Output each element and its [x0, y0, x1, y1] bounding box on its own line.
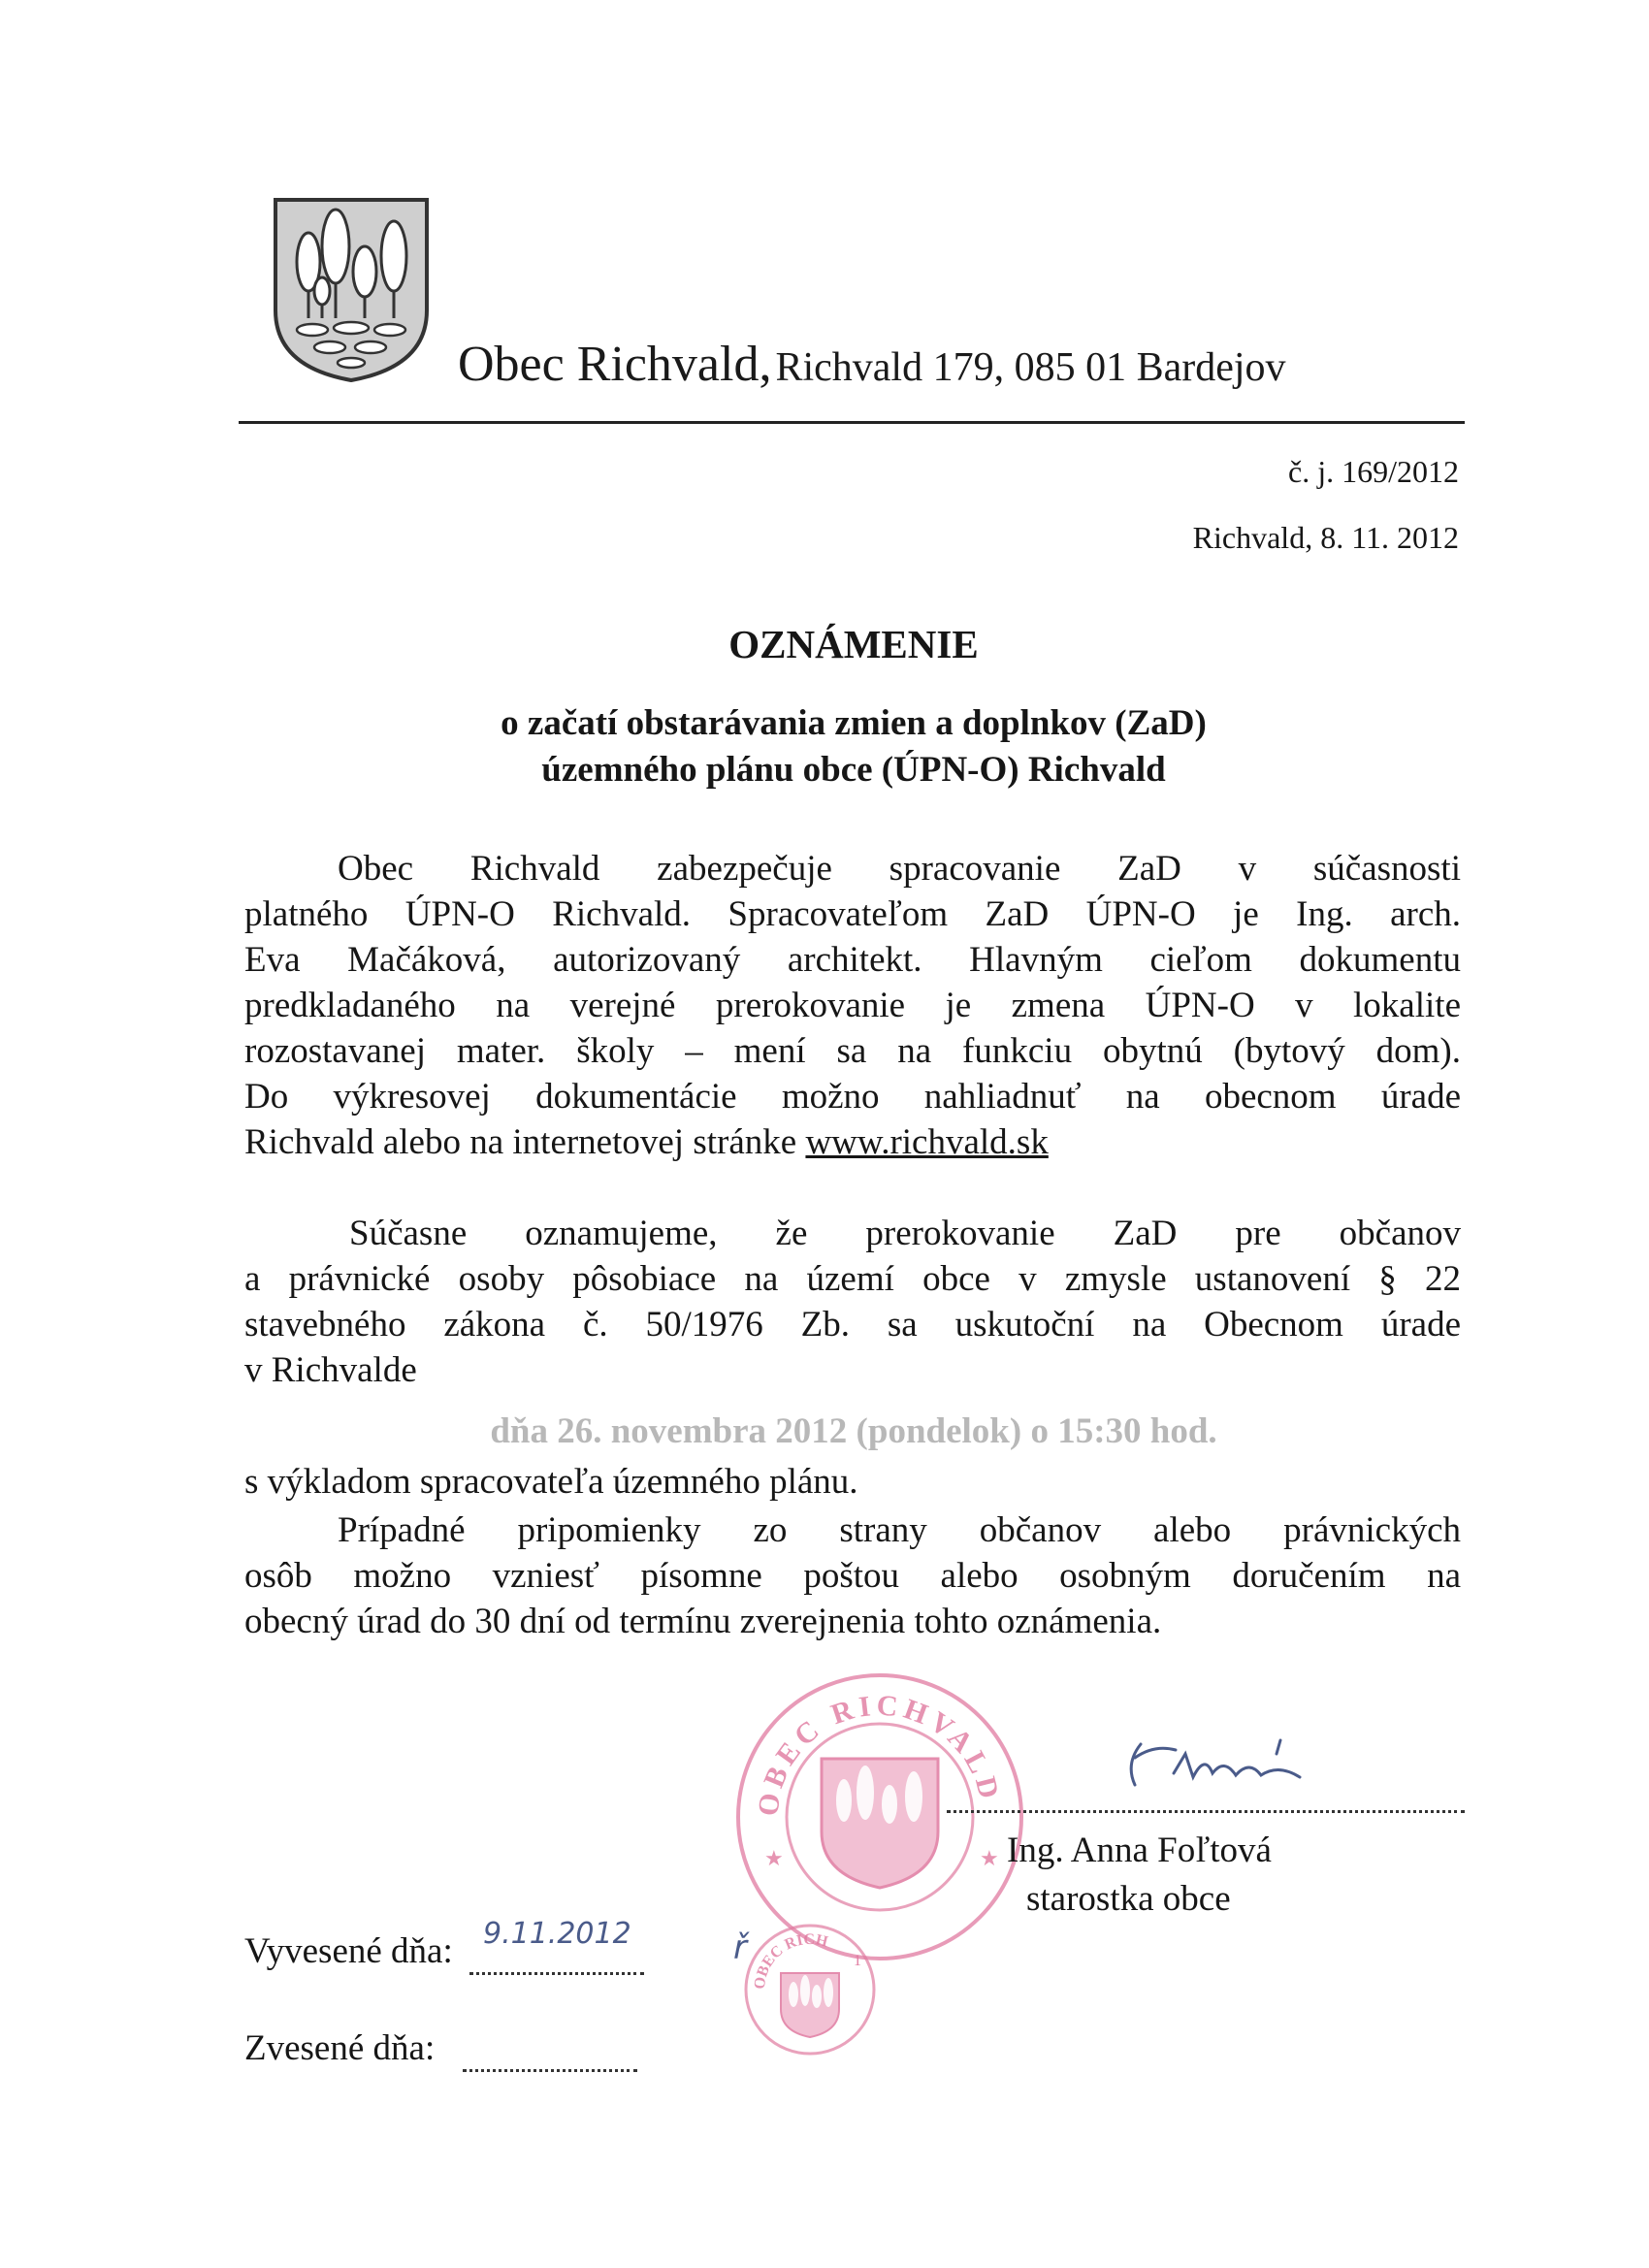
document-title: OZNÁMENIE	[728, 622, 979, 666]
small-stamp-number: 1	[854, 1953, 861, 1969]
paragraph-1-line: Obec Richvald zabezpečuje spracovanie ZaD v súčasnosti	[338, 849, 1461, 889]
municipality-address: Richvald 179, 085 01 Bardejov	[775, 345, 1286, 390]
removed-date-field	[463, 2027, 637, 2072]
paragraph-3-line: obecný úrad do 30 dní od termínu zverejnenia tohto oznámenia.	[244, 1602, 1162, 1641]
paragraph-1-line: predkladaného na verejné prerokovanie je zmena ÚPN-O v lokalite	[244, 986, 1461, 1025]
header-divider	[239, 421, 1465, 424]
meeting-date: dňa 26. novembra 2012 (pondelok) o 15:30 hod.	[490, 1411, 1217, 1451]
explanation-text: s výkladom spracovateľa územného plánu.	[244, 1462, 858, 1502]
removed-row	[244, 2027, 637, 2072]
paragraph-2-line: v Richvalde	[244, 1350, 417, 1390]
paragraph-3-line: osôb možno vzniesť písomne poštou alebo osobným doručením na	[244, 1556, 1461, 1596]
reference-number: č. j. 169/2012	[1288, 454, 1459, 489]
paragraph-1-last-line	[244, 1119, 1461, 1165]
subtitle-line-2: územného plánu obce (ÚPN-O) Richvald	[541, 750, 1166, 790]
removed-label: Zvesené dňa:	[244, 2028, 436, 2068]
place-date: Richvald, 8. 11. 2012	[1192, 520, 1459, 555]
small-stamp	[737, 1917, 883, 2062]
paragraph-1-text: Richvald alebo na internetovej stránke	[244, 1122, 806, 1162]
stamp-text: OBEC RICHVALD	[752, 1689, 1007, 1818]
signature-line	[947, 1810, 1465, 1813]
signatory-name: Ing. Anna Foľtová	[1007, 1831, 1272, 1870]
paragraph-3-line: Prípadné pripomienky zo strany občanov alebo právnických	[338, 1510, 1461, 1550]
paragraph-1-line: Do výkresovej dokumentácie možno nahliadnuť na obecnom úrade	[244, 1077, 1461, 1117]
posted-label: Vyvesené dňa:	[244, 1931, 453, 1971]
municipal-crest-icon	[270, 194, 433, 384]
paragraph-2	[244, 1211, 1461, 1393]
website-link[interactable]: www.richvald.sk	[805, 1122, 1049, 1162]
paragraph-1-line: Eva Mačáková, autorizovaný architekt. Hlavným cieľom dokumentu	[244, 940, 1461, 980]
paragraph-1-line: rozostavanej mater. školy – mení sa na funkciu obytnú (bytový dom).	[244, 1031, 1461, 1071]
paragraph-1	[244, 846, 1461, 1165]
posted-row	[244, 1917, 644, 1975]
svg-text:★: ★	[764, 1847, 784, 1871]
posted-initials: ř	[733, 1928, 747, 1967]
subtitle-line-1: o začatí obstarávania zmien a doplnkov (ZaD)	[501, 703, 1207, 743]
posted-date-field	[469, 1917, 644, 1975]
paragraph-1-line: platného ÚPN-O Richvald. Spracovateľom ZaD ÚPN-O je Ing. arch.	[244, 894, 1461, 934]
paragraph-2-line: Súčasne oznamujeme, že prerokovanie ZaD pre občanov	[349, 1214, 1461, 1253]
paragraph-2-line: a právnické osoby pôsobiace na území obce v zmysle ustanovení § 22	[244, 1259, 1461, 1299]
signature-image	[1116, 1725, 1348, 1802]
letterhead	[458, 336, 1286, 393]
paragraph-2-line: stavebného zákona č. 50/1976 Zb. sa uskutoční na Obecnom úrade	[244, 1305, 1461, 1345]
posted-date-value: 9.11.2012	[483, 1917, 631, 1951]
municipality-name: Obec Richvald,	[458, 337, 772, 392]
paragraph-3	[244, 1507, 1461, 1644]
svg-text:★: ★	[980, 1847, 999, 1871]
small-stamp-text: OBEC RICH	[751, 1930, 830, 1991]
signatory-role: starostka obce	[1026, 1879, 1231, 1919]
